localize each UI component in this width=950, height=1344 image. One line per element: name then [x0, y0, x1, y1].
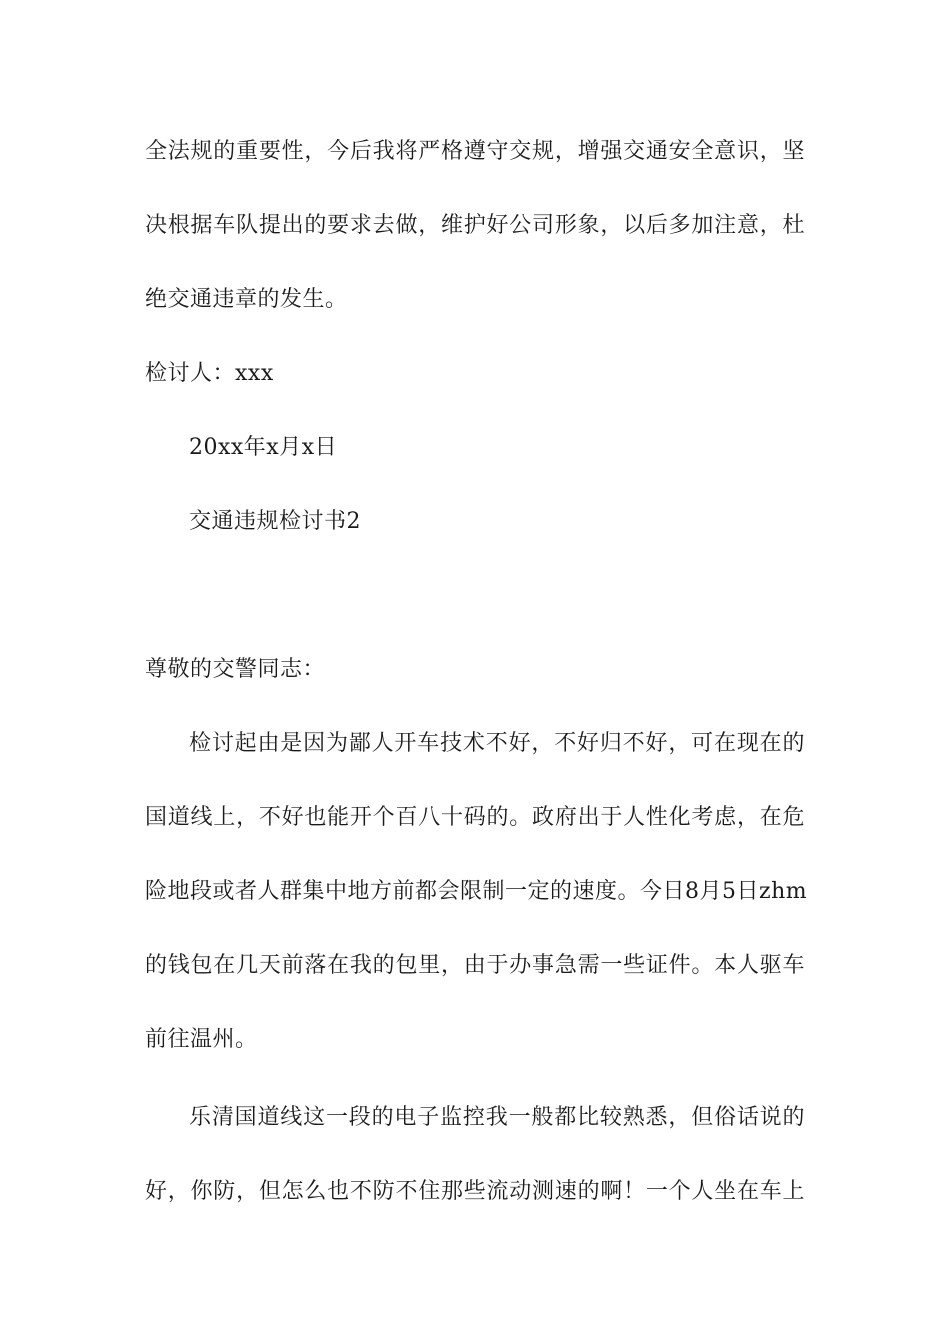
signer: 检讨人：xxx — [145, 361, 274, 386]
paragraph-line: 险地段或者人群集中地方前都会限制一定的速度。今日8月5日zhm — [145, 879, 808, 904]
paragraph-line: 的钱包在几天前落在我的包里，由于办事急需一些证件。本人驱车 — [145, 953, 805, 978]
paragraph-line: 乐清国道线这一段的电子监控我一般都比较熟悉，但俗话说的 — [189, 1105, 805, 1130]
paragraph-line: 检讨起由是因为鄙人开车技术不好，不好归不好，可在现在的 — [189, 731, 805, 756]
section-title: 交通违规检讨书2 — [189, 509, 361, 534]
paragraph-line: 前往温州。 — [145, 1027, 258, 1052]
paragraph-line: 好，你防，但怎么也不防不住那些流动测速的啊！一个人坐在车上 — [145, 1179, 805, 1204]
paragraph-line: 全法规的重要性，今后我将严格遵守交规，增强交通安全意识，坚 — [145, 139, 805, 164]
salutation: 尊敬的交警同志： — [145, 657, 326, 682]
paragraph-line: 国道线上，不好也能开个百八十码的。政府出于人性化考虑，在危 — [145, 805, 805, 830]
date: 20xx年x月x日 — [189, 435, 338, 460]
paragraph-line: 绝交通违章的发生。 — [145, 287, 348, 312]
paragraph-line: 决根据车队提出的要求去做，维护好公司形象，以后多加注意，杜 — [145, 213, 805, 238]
